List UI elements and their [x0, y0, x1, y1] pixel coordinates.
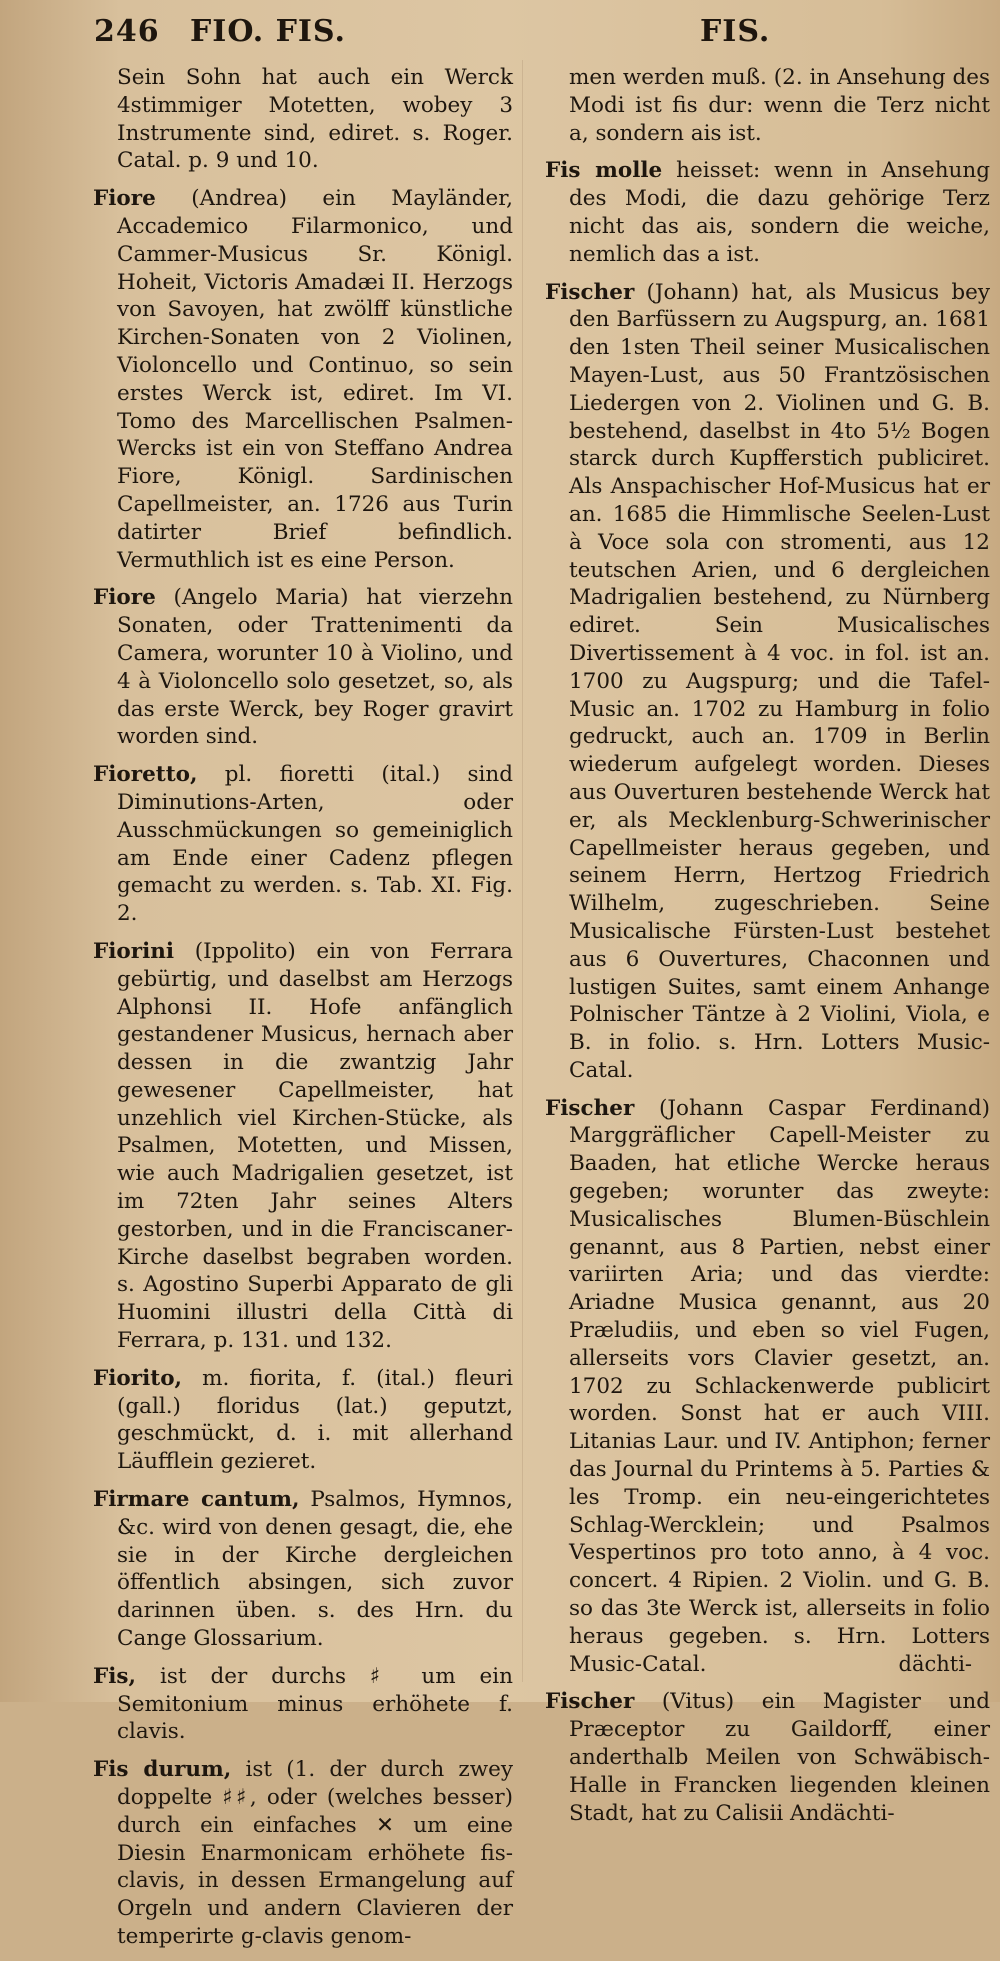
entry: Fis durum, ist (1. der durch zwey doppelte ♯♯, oder (welches besser) durch ein einfaches ✕ um eine Diesin Enarmonicam erhöhete fis-clavis, in dessen Ermangelung auf Orgeln und andern Clavieren der temperirte g-clavis genom-: [93, 1757, 513, 1949]
entry: men werden muß. (2. in Ansehung des Modi ist fis dur: wenn die Terz nicht a, sondern ais ist.: [569, 65, 990, 146]
page-number: 246: [94, 14, 160, 49]
entry: Fischer (Vitus) ein Magister und Præceptor zu Gaildorff, einer anderthalb Meilen von Schwäbisch-Halle in Francken liegenden kleinen Stadt, hat zu Calisii Andächti-: [545, 1689, 990, 1826]
entry: Fiorito, m. fiorita, f. (ital.) fleuri (gall.) floridus (lat.) geputzt, geschmückt, d. i. mit allerhand Läufflein gezieret.: [93, 1365, 513, 1475]
entry: Firmare cantum, Psalmos, Hymnos, &c. wird von denen gesagt, die, ehe sie in der Kirche dergleichen öffentlich absingen, sich zuvor darinnen üben. s. des Hrn. du Cange Glossarium.: [93, 1487, 514, 1652]
right-column: [545, 64, 990, 1837]
catchword: dächti-: [898, 1652, 972, 1676]
entry: Fis, ist der durchs ♯ um ein Semitonium minus erhöhete f. clavis.: [93, 1663, 513, 1745]
entry: Fiore (Andrea) ein Mayländer, Accademico Filarmonico, und Cammer-Musicus Sr. Königl. Hoheit, Victoris Amadæi II. Herzogs von Savoyen, hat zwölff künstliche Kirchen-Sonaten von 2 Violinen, Violoncello und Continuo, so sein erstes Werck ist, ediret. Im VI. Tomo des Marcellischen Psalmen-Wercks ist ein von Steffano Andrea Fiore, Königl. Sardinischen Capellmeister, an. 1726 aus Turin datirter Brief befindlich. Vermuthlich ist es eine Person.: [93, 186, 514, 573]
entry: Fiore (Angelo Maria) hat vierzehn Sonaten, oder Trattenimenti da Camera, worunter 10 à Violino, und 4 à Violoncello solo gesetzet, so, als das erste Werck, bey Roger gravirt worden sind.: [93, 585, 513, 750]
entry: Fiorini (Ippolito) ein von Ferrara gebürtig, und daselbst am Herzogs Alphonsi II. Hofe anfänglich gestandener Musicus, hernach aber dessen in die zwantzig Jahr gewesener Capellmeister, hat unzehlich viel Kirchen-Stücke, als Psalmen, Motetten, und Missen, wie auch Madrigalien gesetzet, ist im 72ten Jahr seines Alters gestorben, und in die Franciscaner-Kirche daselbst begraben worden. s. Agostino Superbi Apparato de gli Huomini illustri della Città di Ferrara, p. 131. und 132.: [93, 938, 513, 1354]
left-running-title: FIO. FIS.: [190, 14, 346, 49]
entry: Fis molle heisset: wenn in Ansehung des Modi, die dazu gehörige Terz nicht das ais, sondern die weiche, nemlich das a ist.: [545, 158, 990, 267]
right-running-title: FIS.: [700, 14, 771, 49]
left-column: [93, 64, 513, 1961]
entry: Fischer (Johann Caspar Ferdinand) Marggräflicher Capell-Meister zu Baaden, hat etliche Wercke heraus gegeben; worunter das zweyte: Musicalisches Blumen-Büschlein genannt, aus 8 Partien, nebst einer variirten Aria; und das vierdte: Ariadne Musica genannt, aus 20 Præludiis, und eben so viel Fugen, allerseits vors Clavier gesetzt, an. 1702 zu Schlackenwerde publicirt worden. Sonst hat er auch VIII. Litanias Laur. und IV. Antiphon; ferner das Journal du Printems à 5. Parties & les Tromp. ein neu-eingerichtetes Schlag-Wercklein; und Psalmos Vespertinos pro toto anno, à 4 voc. concert. 4 Ripien. 2 Violin. und G. B. so das 3te Werck ist, allerseits in folio heraus gegeben. s. Hrn. Lotters Music-Catal.: [545, 1095, 991, 1677]
column-divider: [522, 60, 523, 1682]
entry: Fischer (Johann) hat, als Musicus bey den Barfüssern zu Augspurg, an. 1681 den 1sten Theil seiner Musicalischen Mayen-Lust, aus 50 Frantzösischen Liedergen von 2. Violinen und G. B. bestehend, daselbst in 4to 5½ Bogen starck durch Kupfferstich publiciret. Als Anspachischer Hof-Musicus hat er an. 1685 die Himmlische Seelen-Lust à Voce sola con stromenti, aus 12 teutschen Arien, und 6 dergleichen Madrigalien bestehend, zu Nürnberg ediret. Sein Musicalisches Divertissement à 4 voc. in fol. ist an. 1700 zu Augspurg; und die Tafel-Music an. 1702 zu Hamburg in folio gedruckt, auch an. 1709 in Berlin wiederum aufgelegt worden. Dieses aus Ouverturen bestehende Werck hat er, als Mecklenburg-Schwerinischer Capellmeister heraus gegeben, und seinem Herrn, Hertzog Friedrich Wilhelm, zugeschrieben. Seine Musicalische Fürsten-Lust bestehet aus 6 Ouvertures, Chaconnen und lustigen Suites, samt einem Anhange Polnischer Täntze à 2 Violini, Viola, e B. in folio. s. Hrn. Lotters Music-Catal.: [545, 279, 990, 1083]
entry: Sein Sohn hat auch ein Werck 4stimmiger Motetten, wobey 3 Instrumente sind, ediret. s. Roger. Catal. p. 9 und 10.: [117, 65, 513, 174]
entry: Fioretto, pl. fioretti (ital.) sind Diminutions-Arten, oder Ausschmückungen so gemeiniglich am Ende einer Cadenz pflegen gemacht zu werden. s. Tab. XI. Fig. 2.: [93, 762, 513, 927]
